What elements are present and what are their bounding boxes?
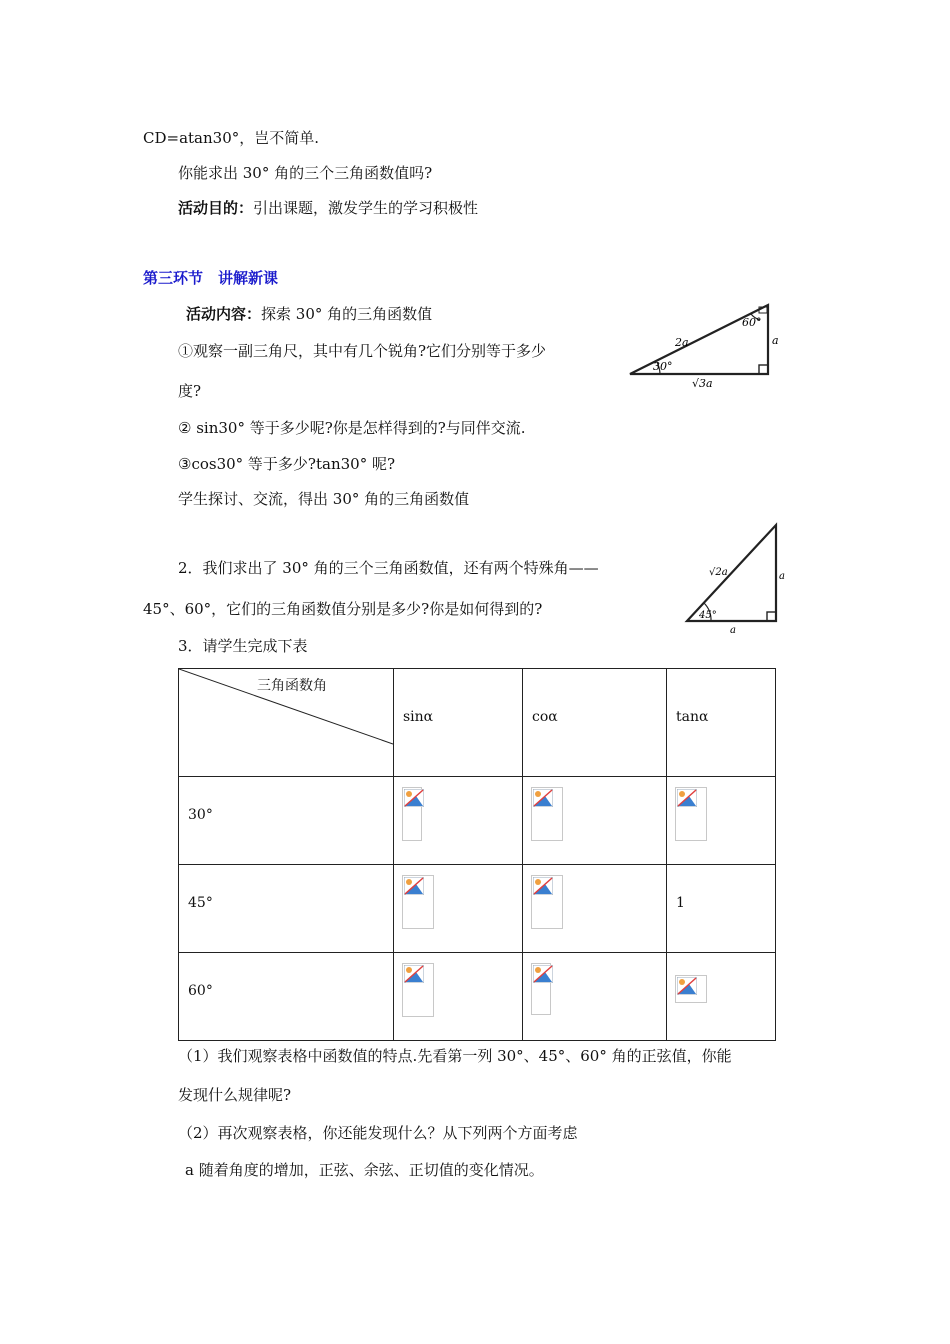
missing-image-icon xyxy=(531,787,563,841)
fig2-bottom-label: a xyxy=(730,625,736,635)
question-3: ③cos30° 等于多少?tan30° 呢? xyxy=(178,455,396,473)
angle-cell: 60° xyxy=(179,953,394,1041)
value-cell xyxy=(394,777,523,865)
fig1-right-label: a xyxy=(772,334,779,347)
missing-image-icon xyxy=(675,787,707,841)
fig1-angle-top: 60° xyxy=(742,316,762,329)
fig1-bottom-label: √3a xyxy=(692,377,713,390)
angle-cell: 45° xyxy=(179,865,394,953)
section-title: 第三环节 讲解新课 xyxy=(143,269,279,287)
observation-1b: 发现什么规律呢? xyxy=(178,1086,292,1104)
missing-image-icon xyxy=(531,963,551,1015)
value-cell xyxy=(523,777,667,865)
angle-cell: 30° xyxy=(179,777,394,865)
question-1b: 度? xyxy=(178,382,202,400)
question-1a: ①观察一副三角尺，其中有几个锐角?它们分别等于多少 xyxy=(178,342,547,360)
table-corner-label: 三角函数角 xyxy=(257,678,327,694)
content-label: 活动内容： xyxy=(186,305,262,323)
value-cell xyxy=(523,953,667,1041)
table-row xyxy=(179,865,776,953)
observation-a: a 随着角度的增加，正弦、余弦、正切值的变化情况。 xyxy=(185,1161,544,1179)
missing-image-icon xyxy=(402,875,434,929)
triangle-45-figure xyxy=(675,515,815,635)
observation-2: （2）再次观察表格，你还能发现什么？从下列两个方面考虑 xyxy=(178,1124,578,1142)
tan45-value: 1 xyxy=(676,895,685,911)
fig2-right-label: a xyxy=(779,571,785,582)
purpose-text: 引出课题，激发学生的学习积极性 xyxy=(253,199,479,217)
trig-values-table xyxy=(178,668,776,1041)
paragraph-2a: 2．我们求出了 30° 角的三个三角函数值，还有两个特殊角—— xyxy=(178,559,599,577)
value-cell xyxy=(667,953,776,1041)
question-30-degree: 你能求出 30° 角的三个三角函数值吗? xyxy=(178,164,433,182)
value-cell xyxy=(667,777,776,865)
purpose-label: 活动目的： xyxy=(178,199,254,217)
missing-image-icon xyxy=(402,787,422,841)
missing-image-icon xyxy=(402,963,434,1017)
table-row xyxy=(179,953,776,1041)
fig2-angle: 45° xyxy=(699,610,717,621)
header-sin: sinα xyxy=(394,669,523,777)
paragraph-2b: 45°、60°，它们的三角函数值分别是多少?你是如何得到的? xyxy=(143,600,543,618)
missing-image-icon xyxy=(531,875,563,929)
value-cell xyxy=(394,953,523,1041)
header-tan: tanα xyxy=(667,669,776,777)
value-cell xyxy=(667,865,776,953)
observation-1a: （1）我们观察表格中函数值的特点.先看第一列 30°、45°、60° 角的正弦值，你能 xyxy=(178,1047,732,1065)
text-line-cd: CD=atan30°，岂不简单. xyxy=(143,129,320,147)
paragraph-3: 3．请学生完成下表 xyxy=(178,637,308,655)
activity-purpose xyxy=(178,198,478,218)
missing-image-icon xyxy=(675,975,707,1003)
content-text: 探索 30° 角的三角函数值 xyxy=(261,305,433,323)
fig1-hyp-label: 2a xyxy=(675,336,689,349)
triangle-30-60-figure xyxy=(620,290,810,390)
activity-content xyxy=(186,304,432,324)
table-corner-cell xyxy=(179,669,394,777)
header-cos: coα xyxy=(523,669,667,777)
table-header-row xyxy=(179,669,776,777)
fig1-angle-bottom: 30° xyxy=(653,360,673,373)
value-cell xyxy=(394,865,523,953)
fig2-hyp-label: √2a xyxy=(709,567,728,578)
question-2: ② sin30° 等于多少呢?你是怎样得到的?与同伴交流. xyxy=(178,419,526,437)
value-cell xyxy=(523,865,667,953)
student-discussion: 学生探讨、交流，得出 30° 角的三角函数值 xyxy=(178,490,470,508)
table-row xyxy=(179,777,776,865)
